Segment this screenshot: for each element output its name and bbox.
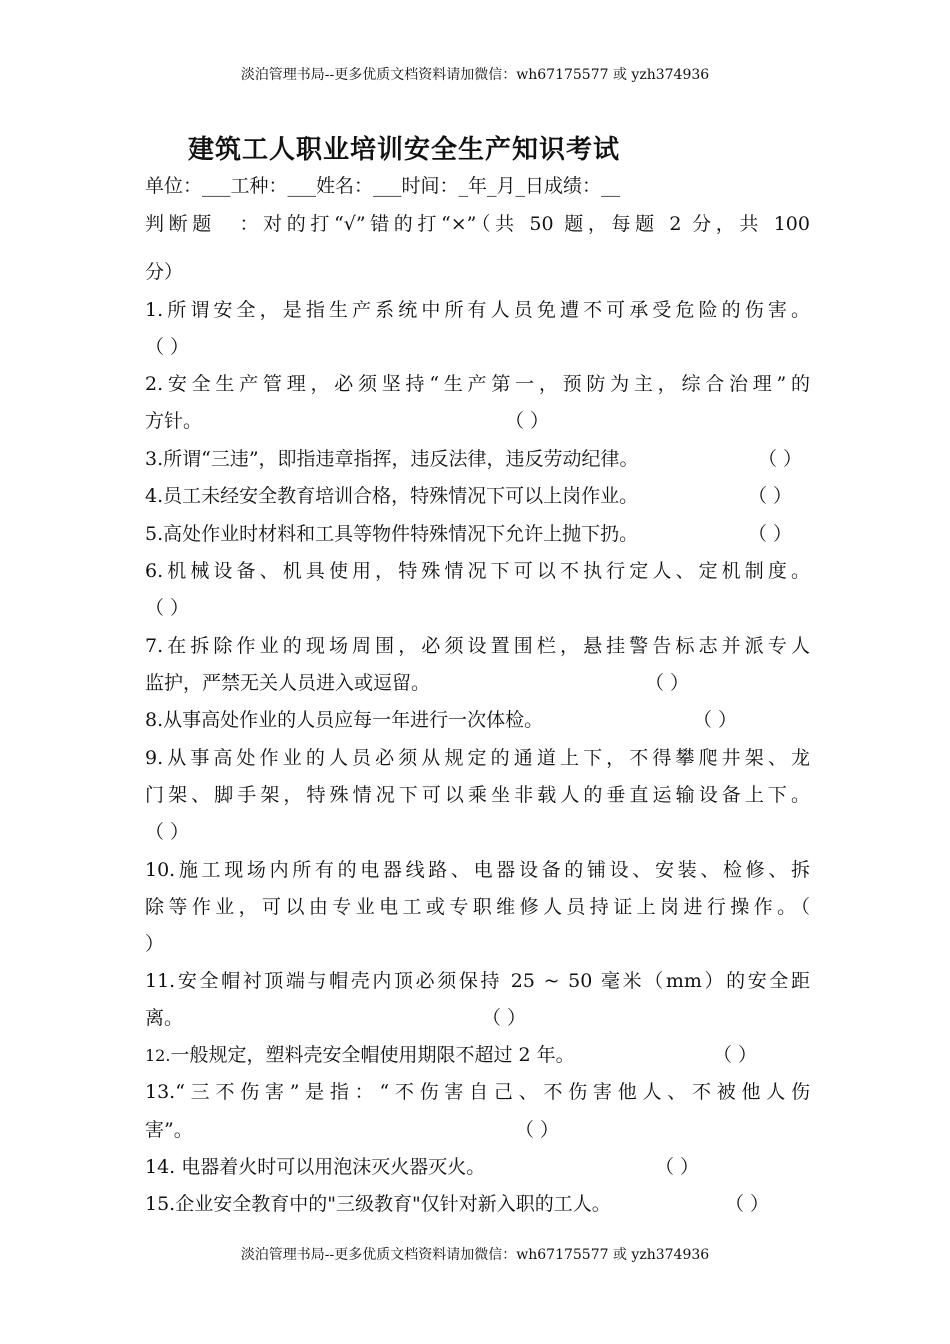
question-8-answer: （ ） (693, 709, 738, 731)
question-5-answer: （ ） (748, 523, 793, 545)
question-9-answer: （ ） (145, 821, 190, 843)
question-13-line-2: 害”。 (145, 1119, 193, 1141)
question-15-line-1: 15.企业安全教育中的"三级教育"仅针对新入职的工人。 (145, 1193, 611, 1215)
question-3-answer: （ ） (758, 448, 803, 470)
exam-title: 建筑工人职业培训安全生产知识考试 (188, 135, 621, 165)
question-10-line-2: 除等作业，可以由专业电工或专职维修人员持证上岗进行操作。（ (145, 896, 810, 918)
instructions-line-1: 判断题 ：对的打“√”错的打“×”（共 50 题，每题 2 分，共 100 (145, 213, 810, 235)
page-header: 淡泊管理书局--更多优质文档资料请加微信：wh67175577 或 yzh374936 (240, 67, 710, 83)
question-7-answer: （ ） (645, 672, 690, 694)
question-1-answer: （ ） (145, 336, 190, 358)
question-1-line-1: 1.所谓安全，是指生产系统中所有人员免遭不可承受危险的伤害。 (145, 299, 810, 321)
question-4-answer: （ ） (748, 485, 793, 507)
question-3-line-1: 3.所谓“三违”，即指违章指挥，违反法律，违反劳动纪律。 (145, 448, 639, 470)
question-11-answer: （ ） (482, 1007, 527, 1029)
question-11-line-1: 11.安全帽衬顶端与帽壳内顶必须保持 25 ~ 50 毫米（mm）的安全距 (145, 970, 810, 992)
question-2-line-2: 方针。 (145, 410, 203, 432)
question-4-line-1: 4.员工未经安全教育培训合格，特殊情况下可以上岗作业。 (145, 485, 639, 507)
question-12-number: 12. (145, 1046, 171, 1065)
question-10-line-3: ） (145, 933, 165, 955)
question-13-line-1: 13.“三不伤害”是指：“不伤害自己、不伤害他人、不被他人伤 (145, 1081, 810, 1103)
question-5-line-1: 5.高处作业时材料和工具等物件特殊情况下允许上抛下扔。 (145, 523, 639, 545)
question-12-line-1 (145, 1041, 810, 1070)
instructions-line-2: 分） (145, 261, 184, 283)
question-7-line-1: 7.在拆除作业的现场周围，必须设置围栏，悬挂警告标志并派专人 (145, 635, 810, 657)
question-14-answer: （ ） (655, 1156, 700, 1178)
question-11-line-2: 离。 (145, 1007, 184, 1029)
question-2-answer: （ ） (505, 410, 550, 432)
question-15-answer: （ ） (725, 1193, 770, 1215)
question-2-line-1: 2.安全生产管理，必须坚持“生产第一，预防为主，综合治理”的 (145, 373, 810, 395)
question-9-line-2: 门架、脚手架，特殊情况下可以乘坐非载人的垂直运输设备上下。 (145, 784, 810, 806)
question-14-line-1: 14. 电器着火时可以用泡沫灭火器灭火。 (145, 1156, 486, 1178)
question-9-line-1: 9.从事高处作业的人员必须从规定的通道上下，不得攀爬井架、龙 (145, 747, 810, 769)
question-10-line-1: 10.施工现场内所有的电器线路、电器设备的铺设、安装、检修、拆 (145, 859, 810, 881)
question-6-answer: （ ） (145, 597, 190, 619)
page-footer: 淡泊管理书局--更多优质文档资料请加微信：wh67175577 或 yzh374936 (240, 1247, 710, 1263)
question-13-answer: （ ） (515, 1119, 560, 1141)
info-line: 单位：___工种：___姓名：___时间：_年_月_日成绩：__ (145, 175, 621, 197)
question-7-line-2: 监护，严禁无关人员进入或逗留。 (145, 672, 431, 694)
question-12-answer: （ ） (713, 1044, 758, 1066)
question-6-line-1: 6.机械设备、机具使用，特殊情况下可以不执行定人、定机制度。 (145, 560, 810, 582)
question-8-line-1: 8.从事高处作业的人员应每一年进行一次体检。 (145, 709, 544, 731)
question-12-text: 一般规定，塑料壳安全帽使用期限不超过 2 年。 (170, 1044, 575, 1066)
